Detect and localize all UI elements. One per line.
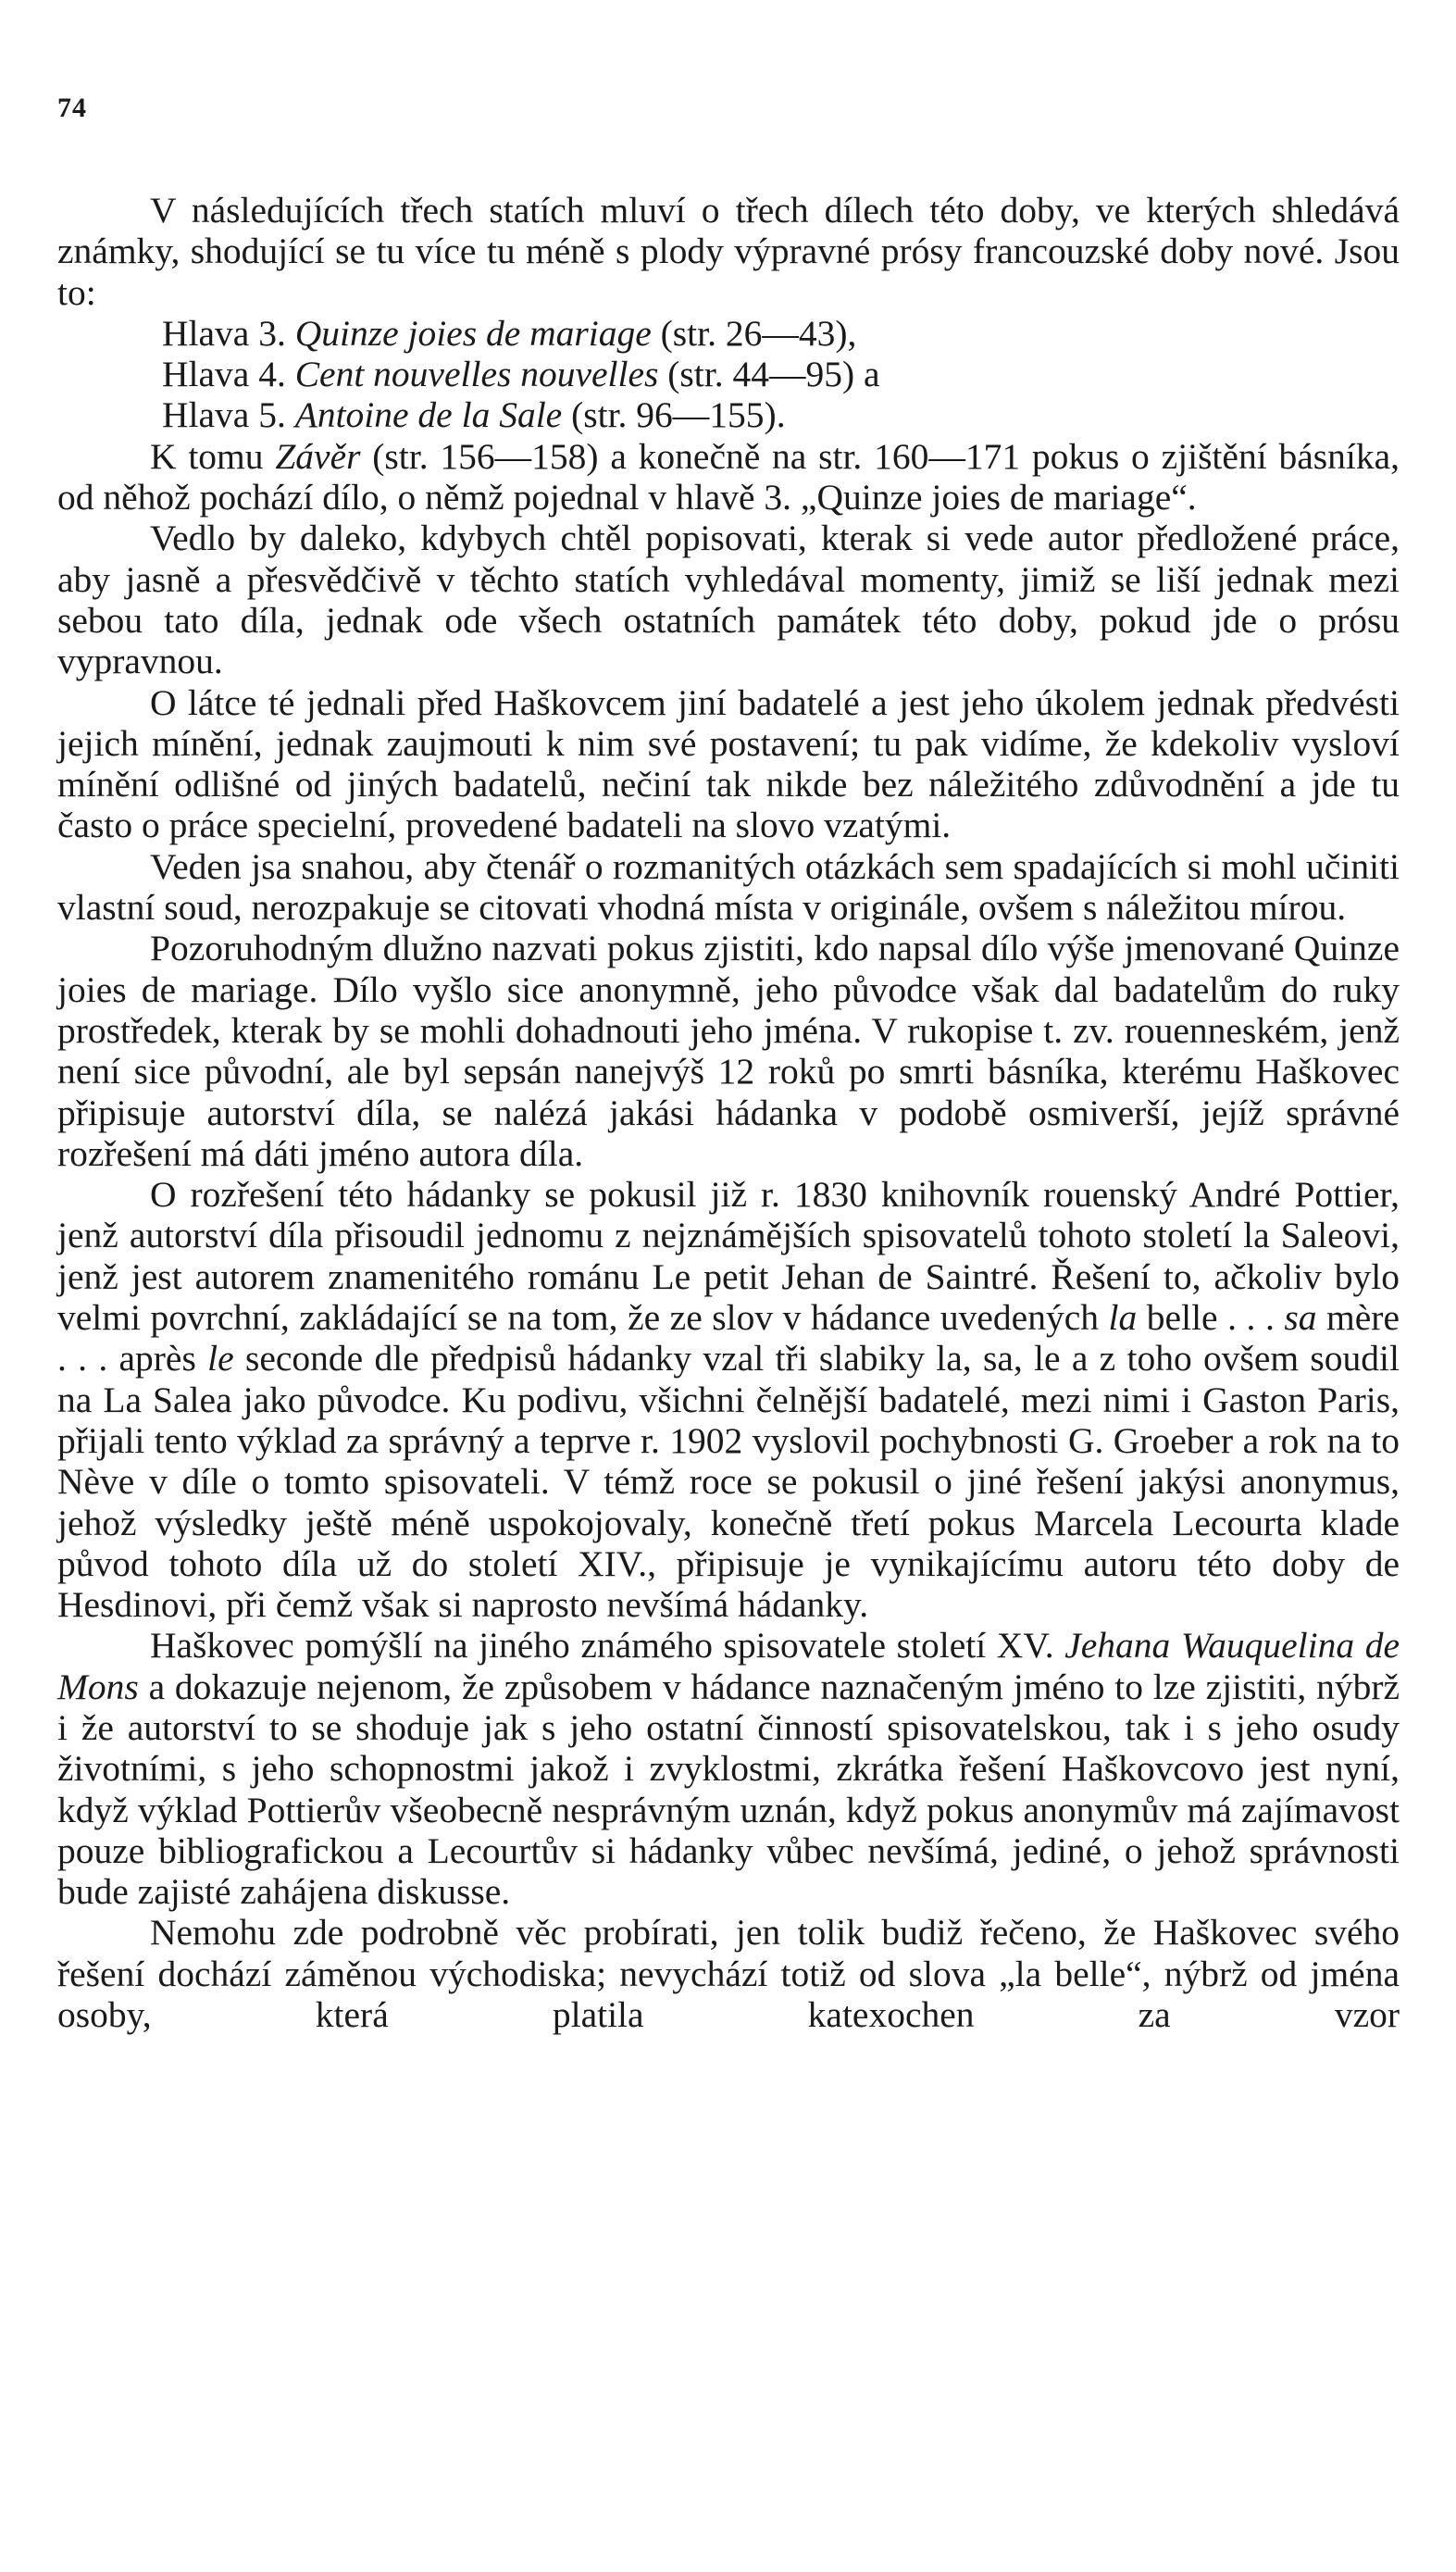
chapter-prefix: Hlava 4.: [162, 354, 295, 395]
page-body: [57, 190, 1400, 2035]
conclusion-rest: (str. 156—158) a konečně na str. 160—171 pokus o zjištění básníka, od něhož pochází dílo, o němž pojednal v hlavě 3. „Quinze joies de mariage“.: [57, 435, 1400, 518]
paragraph-5-text-a: O rozřešení této hádanky se pokusil již r. 1830 knihovník rouenský André Pottier, jenž autorství díla přisoudil jednomu z nejznámějších spisovatelů tohoto století la Saleovi, jenž jest autorem znamenitého románu Le petit Jehan de Saintré. Řešení to, ačkoliv bylo velmi povrchní, zakládající se na tom, že ze slov v hádance uvedených: [57, 1174, 1400, 1339]
italic-sa: sa: [1284, 1297, 1317, 1339]
conclusion-paragraph: [57, 436, 1400, 518]
chapter-pages: (str. 44—95) a: [658, 354, 880, 395]
paragraph-7: Nemohu zde podrobně věc probírati, jen tolik budiž řečeno, že Haškovec svého řešení dochází záměnou východiska; nevychází totiž od slova „la belle“, nýbrž od jména osoby, která platila katexochen za vzor: [57, 1912, 1400, 2036]
chapter-prefix: Hlava 3.: [162, 312, 295, 354]
paragraph-6-text-a: Haškovec pomýšlí na jiného známého spisovatele století XV.: [150, 1625, 1065, 1667]
paragraph-5: [57, 1174, 1400, 1625]
chapter-line-5: [57, 394, 1400, 435]
italic-author-name: Jehana Wauquelina de Mons: [57, 1625, 1400, 1707]
paragraph-5-text-b: belle . . .: [1137, 1297, 1285, 1339]
chapter-pages: (str. 96—155).: [562, 394, 786, 436]
conclusion-title: Závěr: [275, 435, 361, 477]
italic-la: la: [1108, 1297, 1138, 1339]
conclusion-prefix: K tomu: [150, 435, 276, 477]
italic-le: le: [207, 1338, 234, 1380]
chapter-title: Antoine de la Sale: [294, 394, 563, 436]
chapter-pages: (str. 26—43),: [651, 312, 857, 354]
intro-paragraph: V následujících třech statích mluví o třech dílech této doby, ve kterých shledává známky, shodující se tu více tu méně s plody výpravné prósy francouzské doby nové. Jsou to:: [57, 190, 1400, 313]
chapter-title: Cent nouvelles nouvelles: [294, 354, 659, 395]
chapter-line-4: [57, 354, 1400, 394]
paragraph-4: Pozoruhodným dlužno nazvati pokus zjistiti, kdo napsal dílo výše jmenované Quinze joies de mariage. Dílo vyšlo sice anonymně, jeho původce však dal badatelům do ruky prostředek, kterak by se mohli dohadnouti jeho jména. V rukopise t. zv. rouenneském, jenž není sice původní, ale byl sepsán nanejvýš 12 roků po smrti básníka, kterému Haškovec připisuje autorství díla, se nalézá jakási hádanka v podobě osmiverší, jejíž správné rozřešení má dáti jméno autora díla.: [57, 928, 1400, 1174]
page-number: 74: [57, 93, 87, 123]
paragraph-3: Veden jsa snahou, aby čtenář o rozmanitých otázkách sem spadajících si mohl učiniti vlastní soud, nerozpakuje se citovati vhodná místa v originále, ovšem s náležitou mírou.: [57, 845, 1400, 929]
paragraph-2: O látce té jednali před Haškovcem jiní badatelé a jest jeho úkolem jednak předvésti jejich mínění, jednak zaujmouti k nim své postavení; tu pak vidíme, že kdekoliv vysloví mínění odlišné od jiných badatelů, nečiní tak nikde bez náležitého zdůvodnění a jde tu často o práce specielní, provedené badateli na slovo vzatými.: [57, 681, 1400, 846]
paragraph-5-text-d: seconde dle předpisů hádanky vzal tři slabiky la, sa, le a z toho ovšem soudil na La Salea jako původce. Ku podivu, všichni čelnější badatelé, mezi nimi i Gaston Paris, přijali tento výklad za správný a teprve r. 1902 vyslovil pochybnosti G. Groeber a rok na to Nève v díle o tomto spisovateli. V témž roce se pokusil o jiné řešení jakýsi anonymus, jehož výsledky ještě méně uspokojovaly, konečně třetí pokus Marcela Lecourta klade původ tohoto díla už do století XIV., připisuje je vynikajícímu autoru této doby de Hesdinovi, při čemž však si naprosto nevšímá hádanky.: [57, 1338, 1400, 1626]
paragraph-6-text-b: a dokazuje nejenom, že způsobem v hádance naznačeným jméno to lze zjistiti, nýbrž i že autorství to se shoduje jak s jeho ostatní činností spisovatelskou, tak i s jeho osudy životními, s jeho schopnostmi jakož i zvyklostmi, zkrátka řešení Haškovcovo jest nyní, když výklad Pottierův všeobecně nesprávným uznán, když pokus anonymův má zajímavost pouze bibliografickou a Lecourtův si hádanky vůbec nevšímá, jediné, o jehož správnosti bude zajisté zahájena diskusse.: [57, 1666, 1400, 1913]
chapter-line-3: [57, 313, 1400, 354]
paragraph-5-text-c: mère . . . après: [57, 1297, 1400, 1380]
chapter-title: Quinze joies de mariage: [294, 312, 652, 354]
chapter-prefix: Hlava 5.: [162, 394, 295, 436]
paragraph-1: Vedlo by daleko, kdybych chtěl popisovati, kterak si vede autor předložené práce, aby jasně a přesvědčivě v těchto statích vyhledával momenty, jimiž se liší jednak mezi sebou tato díla, jednak ode všech ostatních památek této doby, pokud jde o prósu vypravnou.: [57, 518, 1400, 682]
paragraph-6: [57, 1625, 1400, 1912]
